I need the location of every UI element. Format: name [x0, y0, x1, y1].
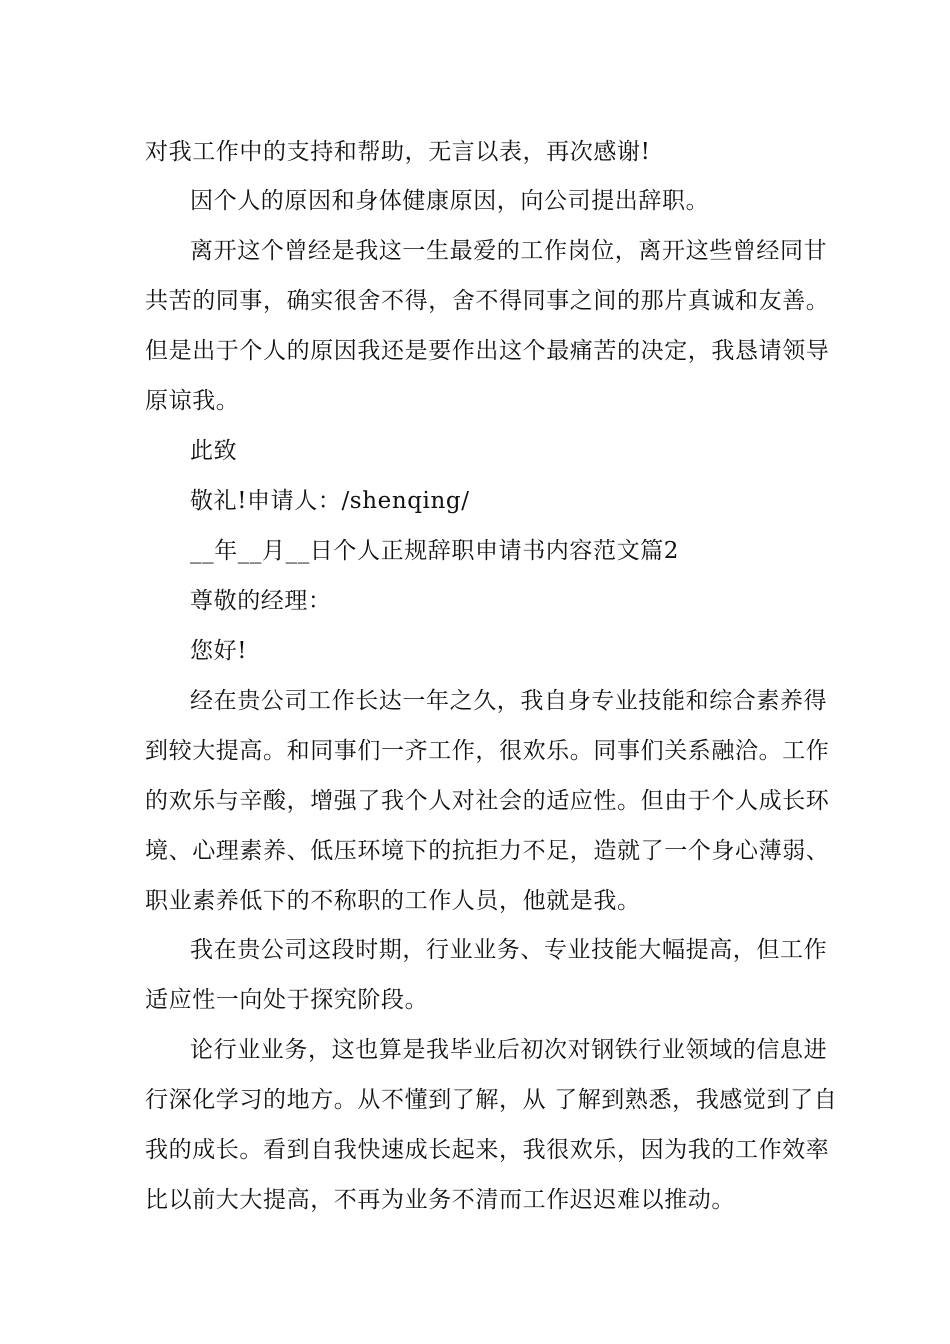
text-line: 我在贵公司这段时期，行业业务、专业技能大幅提高，但工作 [190, 937, 828, 963]
text-line: 的欢乐与辛酸，增强了我个人对社会的适应性。但由于个人成长环 [145, 788, 830, 814]
text-line: 职业素养低下的不称职的工作人员，他就是我。 [145, 888, 641, 914]
text-line: 论行业业务，这也算是我毕业后初次对钢铁行业领域的信息进 [190, 1037, 828, 1063]
text-line: 行深化学习的地方。从不懂到了解，从 了解到熟悉，我感觉到了自 [145, 1087, 838, 1113]
greeting: 您好! [190, 638, 248, 664]
text-line: 适应性一向处于探究阶段。 [145, 987, 429, 1013]
text-line: 敬礼!申请人：/shenqing/ [190, 488, 470, 514]
text-line: 原谅我。 [145, 388, 240, 414]
text-line: 因个人的原因和身体健康原因，向公司提出辞职。 [190, 188, 710, 214]
text-line: 到较大提高。和同事们一齐工作，很欢乐。同事们关系融洽。工作 [145, 738, 830, 764]
text-line: 我的成长。看到自我快速成长起来，我很欢乐，因为我的工作效率 [145, 1137, 830, 1163]
salutation: 尊敬的经理： [190, 588, 332, 614]
text-line: 境、心理素养、低压环境下的抗拒力不足，造就了一个身心薄弱、 [145, 838, 830, 864]
text-line: 共苦的同事，确实很舍不得，舍不得同事之间的那片真诚和友善。 [145, 288, 830, 314]
text-line: 此致 [190, 438, 238, 464]
text-line: 比以前大大提高，不再为业务不清而工作迟迟难以推动。 [145, 1187, 735, 1213]
text-line: 对我工作中的支持和帮助，无言以表，再次感谢! [145, 139, 651, 165]
text-line: 但是出于个人的原因我还是要作出这个最痛苦的决定，我恳请领导 [145, 338, 830, 364]
text-line: 离开这个曾经是我这一生最爱的工作岗位，离开这些曾经同甘 [190, 238, 828, 264]
section-heading: __年__月__日个人正规辞职申请书内容范文篇2 [190, 538, 680, 564]
text-line: 经在贵公司工作长达一年之久，我自身专业技能和综合素养得 [190, 688, 828, 714]
